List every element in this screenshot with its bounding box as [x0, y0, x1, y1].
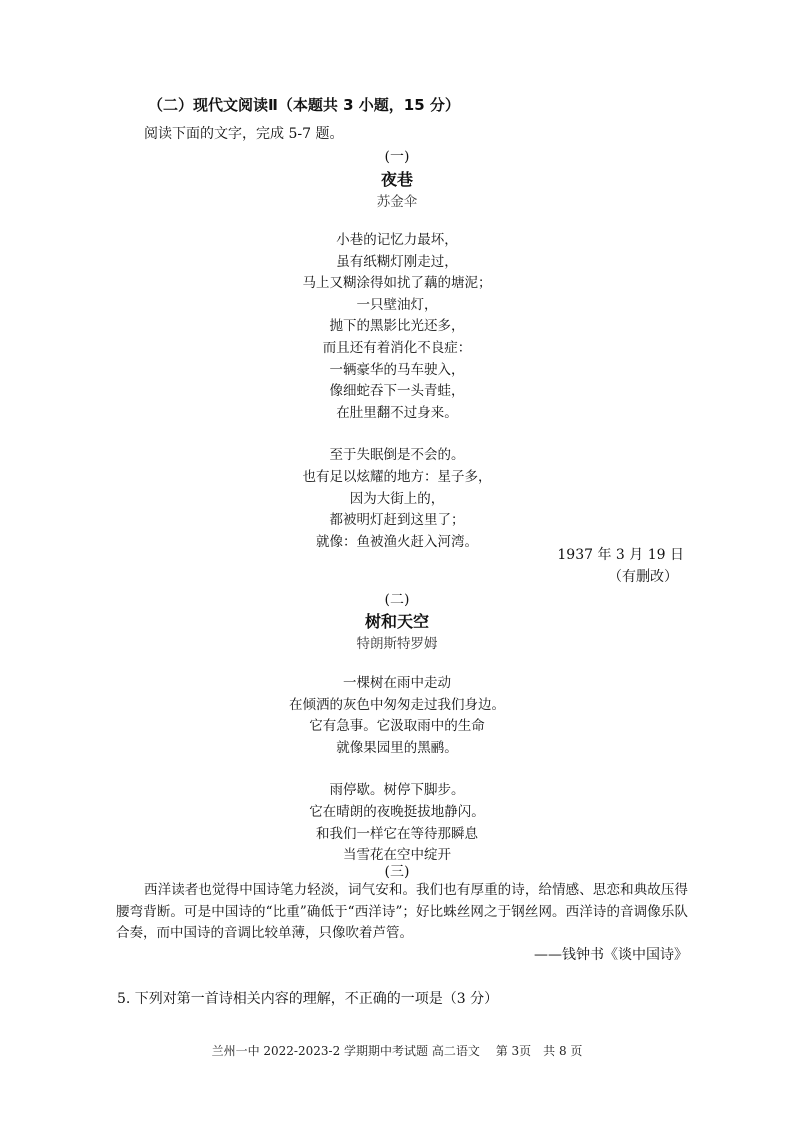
poem1-note: （有删改）	[608, 569, 678, 585]
poem1-title: 夜巷	[380, 170, 413, 189]
section-title: （二）现代文阅读Ⅱ（本题共 3 小题，15 分）	[148, 96, 460, 114]
poem-line: 就像果园里的黑鹂。	[336, 739, 458, 756]
poem2-title: 树和天空	[364, 612, 429, 631]
poem1-body	[0, 230, 794, 553]
footer-school: 兰州一中 2022-2023-2 学期期中考试题 高二语文	[211, 1044, 480, 1058]
essay-source: ——钱钟书《谈中国诗》	[534, 947, 688, 963]
part2-label: (二)	[384, 592, 410, 608]
poem-line: 因为大街上的，	[349, 490, 445, 507]
poem-line: 小巷的记忆力最坏，	[336, 232, 458, 248]
essay-excerpt	[116, 880, 688, 945]
poem-line: 像细蛇吞下一头青蛙，	[329, 383, 465, 400]
poem-line: 一辆豪华的马车驶入，	[329, 361, 465, 378]
poem-line: 雨停歇。树停下脚步。	[329, 782, 465, 799]
footer-page-number: 第 3页 共 8 页	[495, 1044, 583, 1058]
poem2-author: 特朗斯特罗姆	[356, 636, 438, 652]
part1-label: (一)	[384, 149, 410, 165]
poem-line: 至于失眠倒是不会的。	[329, 447, 465, 464]
poem-line: 和我们一样它在等待那瞬息	[316, 825, 478, 842]
essay-paragraph: 西洋读者也觉得中国诗笔力轻淡，词气安和。我们也有厚重的诗，给情感、思恋和典故压得腰弯背断。可是中国诗的“比重”确低于“西洋诗”；好比蛛丝网之于钢丝网。西洋诗的音调像乐队合奏，而中国诗的音调比较单薄，只像吹着芦管。	[116, 882, 688, 941]
poem1-date: 1937 年 3 月 19 日	[557, 547, 684, 563]
question-5: 5. 下列对第一首诗相关内容的理解，不正确的一项是（3 分）	[117, 991, 499, 1007]
poem-line: 一棵树在雨中走动	[343, 675, 451, 691]
poem-line: 就像：鱼被渔火赶入河湾。	[316, 533, 478, 550]
poem-line: 都被明灯赶到这里了；	[329, 512, 465, 529]
poem2-body	[0, 673, 794, 867]
poem-line: 也有足以炫耀的地方：星子多，	[302, 468, 492, 485]
part3-label: (三)	[384, 864, 410, 880]
page-footer	[0, 1042, 794, 1059]
poem-line: 虽有纸糊灯刚走过，	[336, 253, 458, 270]
poem-line: 而且还有着消化不良症：	[322, 339, 472, 356]
instruction-text: 阅读下面的文字，完成 5-7 题。	[144, 126, 344, 142]
poem-line: 在肚里翻不过身来。	[336, 404, 458, 421]
poem-line: 它在晴朗的夜晚挺拔地静闪。	[309, 803, 485, 820]
poem-line: 在倾洒的灰色中匆匆走过我们身边。	[289, 696, 505, 713]
poem-line: 它有急事。它汲取雨中的生命	[309, 718, 485, 735]
poem-line: 当雪花在空中绽开	[343, 847, 451, 864]
poem-line: 抛下的黑影比光还多，	[329, 318, 465, 335]
poem-line: 一只壁油灯，	[356, 296, 438, 313]
poem1-author: 苏金伞	[376, 194, 418, 210]
poem-line: 马上又糊涂得如扰了藕的塘泥；	[302, 275, 492, 292]
